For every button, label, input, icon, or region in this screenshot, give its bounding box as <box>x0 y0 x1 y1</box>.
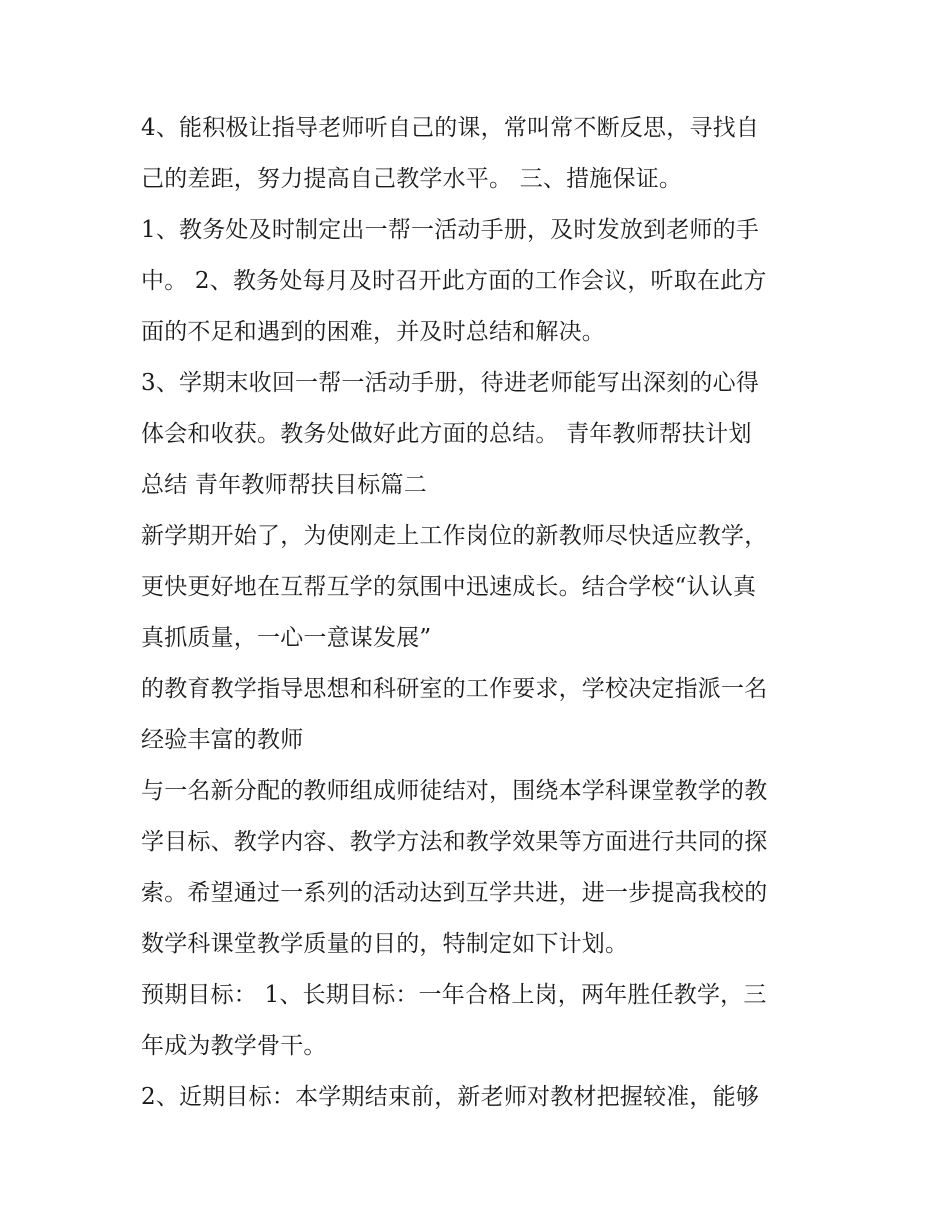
text-line: 与一名新分配的教师组成师徒结对，围绕本学科课堂教学的教 <box>141 778 768 804</box>
text-line: 己的差距，努力提高自己教学水平。 三、措施保证。 <box>141 166 683 192</box>
text-line: 1、教务处及时制定出一帮一活动手册，及时发放到老师的手 <box>141 217 760 243</box>
text-line: 年成为教学骨干。 <box>141 1033 327 1059</box>
text-line: 体会和收获。教务处做好此方面的总结。 青年教师帮扶计划 <box>141 421 752 447</box>
text-line: 更快更好地在互帮互学的氛围中迅速成长。结合学校“认认真 <box>141 574 757 600</box>
text-line: 预期目标： 1、长期目标：一年合格上岗，两年胜任教学，三 <box>141 982 767 1008</box>
document-body <box>141 103 821 1123</box>
text-line: 数学科课堂教学质量的目的，特制定如下计划。 <box>141 931 629 957</box>
text-line: 3、学期末收回一帮一活动手册，待进老师能写出深刻的心得 <box>141 370 760 396</box>
text-line: 索。希望通过一系列的活动达到互学共进，进一步提高我校的 <box>141 880 768 906</box>
text-line: 真抓质量，一心一意谋发展” <box>141 625 432 651</box>
text-line: 的教育教学指导思想和科研室的工作要求，学校决定指派一名 <box>141 676 768 702</box>
text-line: 2、近期目标：本学期结束前，新老师对教材把握较准，能够 <box>141 1084 760 1110</box>
text-line: 学目标、教学内容、教学方法和教学效果等方面进行共同的探 <box>141 829 768 855</box>
text-line: 面的不足和遇到的困难，并及时总结和解决。 <box>141 319 605 345</box>
text-line: 经验丰富的教师 <box>141 727 304 753</box>
text-line: 中。 2、教务处每月及时召开此方面的工作会议，听取在此方 <box>141 268 767 294</box>
text-line: 新学期开始了，为使刚走上工作岗位的新教师尽快适应教学， <box>141 523 768 549</box>
text-line: 4、能积极让指导老师听自己的课，常叫常不断反思，寻找自 <box>141 115 760 141</box>
text-line: 总结 青年教师帮扶目标篇二 <box>141 472 427 498</box>
